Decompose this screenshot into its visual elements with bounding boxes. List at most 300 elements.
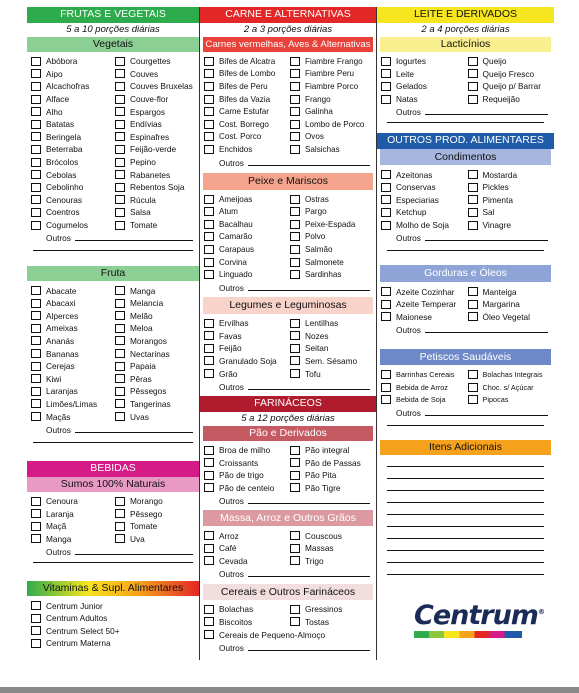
checkbox-item[interactable] (468, 298, 551, 311)
checkbox[interactable] (31, 195, 41, 204)
checkbox-item[interactable] (204, 55, 286, 68)
checkbox[interactable] (31, 286, 41, 295)
checkbox[interactable] (115, 195, 125, 204)
checkbox-item[interactable] (115, 335, 195, 348)
checkbox-item[interactable] (204, 355, 286, 368)
checkbox[interactable] (115, 522, 125, 531)
checkbox-item[interactable] (204, 367, 286, 380)
checkbox-item[interactable] (468, 80, 551, 93)
checkbox-item[interactable] (204, 342, 286, 355)
checkbox[interactable] (290, 331, 300, 340)
checkbox-item[interactable] (115, 360, 195, 373)
checkbox[interactable] (204, 544, 214, 553)
checkbox-item[interactable] (204, 143, 286, 156)
checkbox-item[interactable] (115, 80, 195, 93)
checkbox-item[interactable] (31, 385, 111, 398)
checkbox[interactable] (381, 312, 391, 321)
checkbox[interactable] (115, 349, 125, 358)
checkbox-item[interactable] (204, 118, 286, 131)
checkbox-item[interactable] (31, 168, 111, 181)
checkbox[interactable] (115, 107, 125, 116)
checkbox[interactable] (115, 497, 125, 506)
checkbox[interactable] (31, 69, 41, 78)
dairy-other[interactable] (377, 105, 554, 117)
checkbox-item[interactable] (115, 372, 195, 385)
checkbox[interactable] (290, 232, 300, 241)
checkbox[interactable] (31, 601, 41, 610)
checkbox-item[interactable] (468, 93, 551, 106)
checkbox-item[interactable] (31, 507, 111, 520)
checkbox[interactable] (31, 534, 41, 543)
checkbox[interactable] (204, 483, 214, 492)
checkbox[interactable] (204, 270, 214, 279)
checkbox-item[interactable] (115, 322, 195, 335)
checkbox-item[interactable] (290, 93, 372, 106)
checkbox-item[interactable] (115, 385, 195, 398)
checkbox[interactable] (115, 82, 125, 91)
checkbox[interactable] (115, 120, 125, 129)
checkbox-item[interactable] (290, 330, 372, 343)
checkbox[interactable] (468, 370, 478, 379)
checkbox-item[interactable] (204, 469, 286, 482)
checkbox-item[interactable] (204, 554, 286, 567)
checkbox-item[interactable] (204, 93, 286, 106)
checkbox[interactable] (31, 412, 41, 421)
checkbox-item[interactable] (115, 168, 195, 181)
checkbox[interactable] (381, 183, 391, 192)
checkbox-item[interactable] (468, 168, 551, 181)
checkbox[interactable] (204, 120, 214, 129)
checkbox[interactable] (204, 95, 214, 104)
checkbox-item[interactable] (290, 256, 372, 269)
checkbox-item[interactable] (31, 80, 111, 93)
checkbox-item[interactable] (290, 342, 372, 355)
checkbox[interactable] (115, 145, 125, 154)
checkbox-item[interactable] (290, 143, 372, 156)
checkbox[interactable] (204, 471, 214, 480)
checkbox[interactable] (381, 383, 391, 392)
checkbox[interactable] (290, 220, 300, 229)
checkbox[interactable] (468, 57, 478, 66)
checkbox-item[interactable] (31, 322, 111, 335)
checkbox[interactable] (204, 344, 214, 353)
checkbox[interactable] (468, 170, 478, 179)
checkbox[interactable] (290, 95, 300, 104)
checkbox-item[interactable] (204, 80, 286, 93)
checkbox-item[interactable] (290, 456, 372, 469)
checkbox[interactable] (31, 362, 41, 371)
checkbox[interactable] (290, 556, 300, 565)
checkbox[interactable] (31, 170, 41, 179)
checkbox-item[interactable] (204, 542, 286, 555)
legumes-other[interactable] (200, 380, 376, 392)
checkbox[interactable] (115, 534, 125, 543)
checkbox-item[interactable] (468, 381, 551, 394)
checkbox-item[interactable] (290, 68, 372, 81)
checkbox-item[interactable] (31, 206, 111, 219)
checkbox-item[interactable] (204, 317, 286, 330)
checkbox[interactable] (290, 369, 300, 378)
checkbox-item[interactable] (115, 143, 195, 156)
checkbox-item[interactable] (31, 118, 111, 131)
checkbox-item[interactable] (115, 105, 195, 118)
checkbox[interactable] (115, 158, 125, 167)
checkbox[interactable] (290, 446, 300, 455)
checkbox[interactable] (204, 617, 214, 626)
checkbox[interactable] (204, 145, 214, 154)
checkbox[interactable] (290, 270, 300, 279)
checkbox-item[interactable] (204, 268, 286, 281)
extra-lines[interactable] (377, 455, 554, 575)
checkbox-item[interactable] (31, 181, 111, 194)
checkbox[interactable] (204, 258, 214, 267)
checkbox-item[interactable] (31, 372, 111, 385)
checkbox-item[interactable] (381, 311, 464, 324)
checkbox-item[interactable] (381, 285, 464, 298)
checkbox-item[interactable] (204, 456, 286, 469)
checkbox-item[interactable] (381, 298, 464, 311)
checkbox-item[interactable] (290, 105, 372, 118)
checkbox-item[interactable] (381, 93, 464, 106)
checkbox[interactable] (468, 82, 478, 91)
checkbox[interactable] (115, 324, 125, 333)
checkbox-item[interactable] (115, 131, 195, 144)
checkbox[interactable] (381, 82, 391, 91)
checkbox[interactable] (31, 336, 41, 345)
checkbox-item[interactable] (290, 367, 372, 380)
checkbox-item[interactable] (468, 311, 551, 324)
checkbox[interactable] (290, 57, 300, 66)
checkbox[interactable] (204, 531, 214, 540)
checkbox-item[interactable] (381, 219, 464, 232)
checkbox[interactable] (115, 412, 125, 421)
checkbox[interactable] (290, 471, 300, 480)
checkbox-item[interactable] (468, 55, 551, 68)
checkbox[interactable] (381, 69, 391, 78)
checkbox[interactable] (31, 374, 41, 383)
checkbox[interactable] (290, 258, 300, 267)
checkbox[interactable] (290, 544, 300, 553)
checkbox-item[interactable] (290, 355, 372, 368)
checkbox[interactable] (381, 221, 391, 230)
checkbox[interactable] (290, 245, 300, 254)
checkbox-item[interactable] (381, 181, 464, 194)
checkbox[interactable] (115, 509, 125, 518)
checkbox[interactable] (31, 311, 41, 320)
checkbox[interactable] (381, 370, 391, 379)
checkbox-item[interactable] (290, 231, 372, 244)
checkbox[interactable] (290, 120, 300, 129)
checkbox-item[interactable] (290, 193, 372, 206)
checkbox[interactable] (290, 356, 300, 365)
checkbox-item[interactable] (31, 93, 111, 106)
checkbox[interactable] (204, 69, 214, 78)
checkbox-item[interactable] (290, 55, 372, 68)
checkbox-item[interactable] (468, 368, 551, 381)
checkbox-item[interactable] (381, 168, 464, 181)
checkbox[interactable] (204, 132, 214, 141)
checkbox-item[interactable] (468, 285, 551, 298)
checkbox-item[interactable] (31, 360, 111, 373)
checkbox-item[interactable] (381, 55, 464, 68)
juices-other[interactable] (27, 545, 199, 557)
pasta-other[interactable] (200, 567, 376, 579)
checkbox[interactable] (290, 605, 300, 614)
checkbox[interactable] (290, 458, 300, 467)
checkbox[interactable] (31, 221, 41, 230)
checkbox-item[interactable] (290, 268, 372, 281)
checkbox[interactable] (31, 522, 41, 531)
checkbox[interactable] (115, 362, 125, 371)
checkbox-item[interactable] (31, 297, 111, 310)
checkbox[interactable] (115, 387, 125, 396)
checkbox[interactable] (115, 221, 125, 230)
checkbox[interactable] (204, 331, 214, 340)
checkbox[interactable] (115, 95, 125, 104)
checkbox[interactable] (290, 145, 300, 154)
checkbox[interactable] (115, 311, 125, 320)
checkbox-item[interactable] (468, 219, 551, 232)
checkbox-item[interactable] (31, 284, 111, 297)
checkbox-item[interactable] (115, 310, 195, 323)
checkbox[interactable] (115, 170, 125, 179)
checkbox[interactable] (290, 344, 300, 353)
checkbox[interactable] (468, 383, 478, 392)
checkbox-item[interactable] (290, 529, 372, 542)
condiments-other[interactable] (377, 231, 554, 243)
checkbox-item[interactable] (381, 206, 464, 219)
checkbox-item[interactable] (204, 218, 286, 231)
checkbox[interactable] (381, 395, 391, 404)
checkbox[interactable] (204, 356, 214, 365)
checkbox[interactable] (31, 387, 41, 396)
checkbox[interactable] (290, 483, 300, 492)
checkbox[interactable] (204, 446, 214, 455)
checkbox[interactable] (31, 299, 41, 308)
checkbox-item[interactable] (115, 284, 195, 297)
checkbox-item[interactable] (468, 206, 551, 219)
checkbox[interactable] (204, 207, 214, 216)
checkbox[interactable] (468, 95, 478, 104)
checkbox-item[interactable] (31, 143, 111, 156)
checkbox[interactable] (31, 399, 41, 408)
checkbox-item[interactable] (468, 194, 551, 207)
checkbox[interactable] (31, 208, 41, 217)
checkbox[interactable] (204, 195, 214, 204)
checkbox[interactable] (31, 132, 41, 141)
checkbox[interactable] (31, 107, 41, 116)
checkbox-item[interactable] (290, 205, 372, 218)
checkbox-item[interactable] (204, 68, 286, 81)
checkbox-item[interactable] (204, 444, 286, 457)
checkbox-item[interactable] (290, 616, 372, 629)
checkbox[interactable] (290, 319, 300, 328)
checkbox[interactable] (31, 639, 41, 648)
checkbox-item[interactable] (204, 529, 286, 542)
checkbox-item[interactable] (115, 55, 195, 68)
fruit-other[interactable] (27, 423, 199, 435)
checkbox-item[interactable] (468, 393, 551, 406)
checkbox-item[interactable] (31, 637, 195, 650)
checkbox[interactable] (204, 319, 214, 328)
checkbox[interactable] (468, 312, 478, 321)
checkbox-item[interactable] (204, 628, 372, 641)
checkbox[interactable] (115, 399, 125, 408)
checkbox-item[interactable] (290, 603, 372, 616)
checkbox[interactable] (381, 300, 391, 309)
checkbox[interactable] (381, 287, 391, 296)
checkbox-item[interactable] (31, 219, 111, 232)
checkbox-item[interactable] (31, 599, 195, 612)
checkbox[interactable] (31, 626, 41, 635)
checkbox-item[interactable] (31, 156, 111, 169)
checkbox-item[interactable] (115, 398, 195, 411)
cereal-other[interactable] (200, 641, 376, 653)
checkbox-item[interactable] (31, 55, 111, 68)
checkbox-item[interactable] (31, 131, 111, 144)
checkbox[interactable] (290, 617, 300, 626)
fish-other[interactable] (200, 281, 376, 293)
checkbox-item[interactable] (381, 368, 464, 381)
checkbox-item[interactable] (115, 118, 195, 131)
checkbox-item[interactable] (290, 218, 372, 231)
checkbox[interactable] (31, 158, 41, 167)
checkbox-item[interactable] (290, 542, 372, 555)
checkbox-item[interactable] (31, 335, 111, 348)
checkbox-item[interactable] (31, 533, 111, 546)
checkbox-item[interactable] (115, 495, 195, 508)
checkbox[interactable] (468, 395, 478, 404)
checkbox[interactable] (204, 458, 214, 467)
checkbox-item[interactable] (115, 206, 195, 219)
checkbox[interactable] (204, 82, 214, 91)
checkbox-item[interactable] (115, 297, 195, 310)
checkbox-item[interactable] (115, 347, 195, 360)
checkbox[interactable] (290, 107, 300, 116)
checkbox-item[interactable] (204, 131, 286, 144)
checkbox[interactable] (204, 605, 214, 614)
checkbox-item[interactable] (115, 194, 195, 207)
checkbox[interactable] (115, 208, 125, 217)
checkbox-item[interactable] (468, 181, 551, 194)
checkbox[interactable] (381, 95, 391, 104)
checkbox[interactable] (290, 531, 300, 540)
checkbox[interactable] (290, 82, 300, 91)
checkbox[interactable] (204, 107, 214, 116)
checkbox-item[interactable] (204, 330, 286, 343)
checkbox-item[interactable] (115, 533, 195, 546)
checkbox[interactable] (31, 120, 41, 129)
checkbox[interactable] (381, 195, 391, 204)
checkbox[interactable] (381, 170, 391, 179)
checkbox-item[interactable] (381, 393, 464, 406)
checkbox-item[interactable] (204, 603, 286, 616)
checkbox-item[interactable] (115, 410, 195, 423)
checkbox[interactable] (468, 195, 478, 204)
checkbox[interactable] (31, 183, 41, 192)
checkbox[interactable] (468, 287, 478, 296)
checkbox[interactable] (290, 195, 300, 204)
checkbox[interactable] (204, 245, 214, 254)
checkbox[interactable] (204, 630, 214, 639)
checkbox-item[interactable] (290, 444, 372, 457)
checkbox[interactable] (115, 132, 125, 141)
checkbox-item[interactable] (31, 612, 195, 625)
checkbox-item[interactable] (204, 205, 286, 218)
checkbox-item[interactable] (31, 105, 111, 118)
checkbox-item[interactable] (115, 520, 195, 533)
checkbox-item[interactable] (468, 68, 551, 81)
checkbox-item[interactable] (290, 118, 372, 131)
checkbox-item[interactable] (115, 93, 195, 106)
checkbox-item[interactable] (115, 156, 195, 169)
checkbox-item[interactable] (204, 105, 286, 118)
checkbox[interactable] (468, 183, 478, 192)
checkbox-item[interactable] (31, 398, 111, 411)
checkbox[interactable] (468, 300, 478, 309)
checkbox-item[interactable] (115, 68, 195, 81)
snacks-other[interactable] (377, 406, 554, 418)
checkbox[interactable] (31, 82, 41, 91)
checkbox-item[interactable] (381, 381, 464, 394)
checkbox[interactable] (290, 132, 300, 141)
checkbox[interactable] (204, 220, 214, 229)
checkbox-item[interactable] (204, 193, 286, 206)
checkbox-item[interactable] (31, 347, 111, 360)
checkbox-item[interactable] (115, 219, 195, 232)
checkbox[interactable] (115, 57, 125, 66)
checkbox-item[interactable] (204, 231, 286, 244)
checkbox[interactable] (31, 497, 41, 506)
checkbox[interactable] (290, 207, 300, 216)
checkbox[interactable] (115, 286, 125, 295)
checkbox[interactable] (115, 183, 125, 192)
checkbox[interactable] (31, 614, 41, 623)
checkbox-item[interactable] (115, 181, 195, 194)
checkbox-item[interactable] (204, 616, 286, 629)
checkbox[interactable] (290, 69, 300, 78)
checkbox[interactable] (204, 556, 214, 565)
checkbox-item[interactable] (31, 310, 111, 323)
vegetables-other[interactable] (27, 231, 199, 243)
checkbox-item[interactable] (204, 256, 286, 269)
checkbox[interactable] (381, 57, 391, 66)
bread-other[interactable] (200, 494, 376, 506)
checkbox[interactable] (31, 145, 41, 154)
checkbox[interactable] (115, 374, 125, 383)
checkbox-item[interactable] (290, 554, 372, 567)
checkbox-item[interactable] (290, 131, 372, 144)
fats-other[interactable] (377, 323, 554, 335)
checkbox-item[interactable] (31, 194, 111, 207)
checkbox[interactable] (31, 57, 41, 66)
checkbox[interactable] (31, 324, 41, 333)
checkbox[interactable] (115, 299, 125, 308)
checkbox[interactable] (381, 208, 391, 217)
checkbox-item[interactable] (290, 317, 372, 330)
checkbox[interactable] (31, 509, 41, 518)
checkbox-item[interactable] (31, 495, 111, 508)
checkbox-item[interactable] (204, 482, 286, 495)
checkbox-item[interactable] (381, 68, 464, 81)
checkbox[interactable] (115, 336, 125, 345)
checkbox[interactable] (31, 95, 41, 104)
checkbox-item[interactable] (31, 68, 111, 81)
checkbox[interactable] (468, 69, 478, 78)
checkbox[interactable] (468, 221, 478, 230)
meat-other[interactable] (200, 156, 376, 168)
checkbox[interactable] (204, 57, 214, 66)
